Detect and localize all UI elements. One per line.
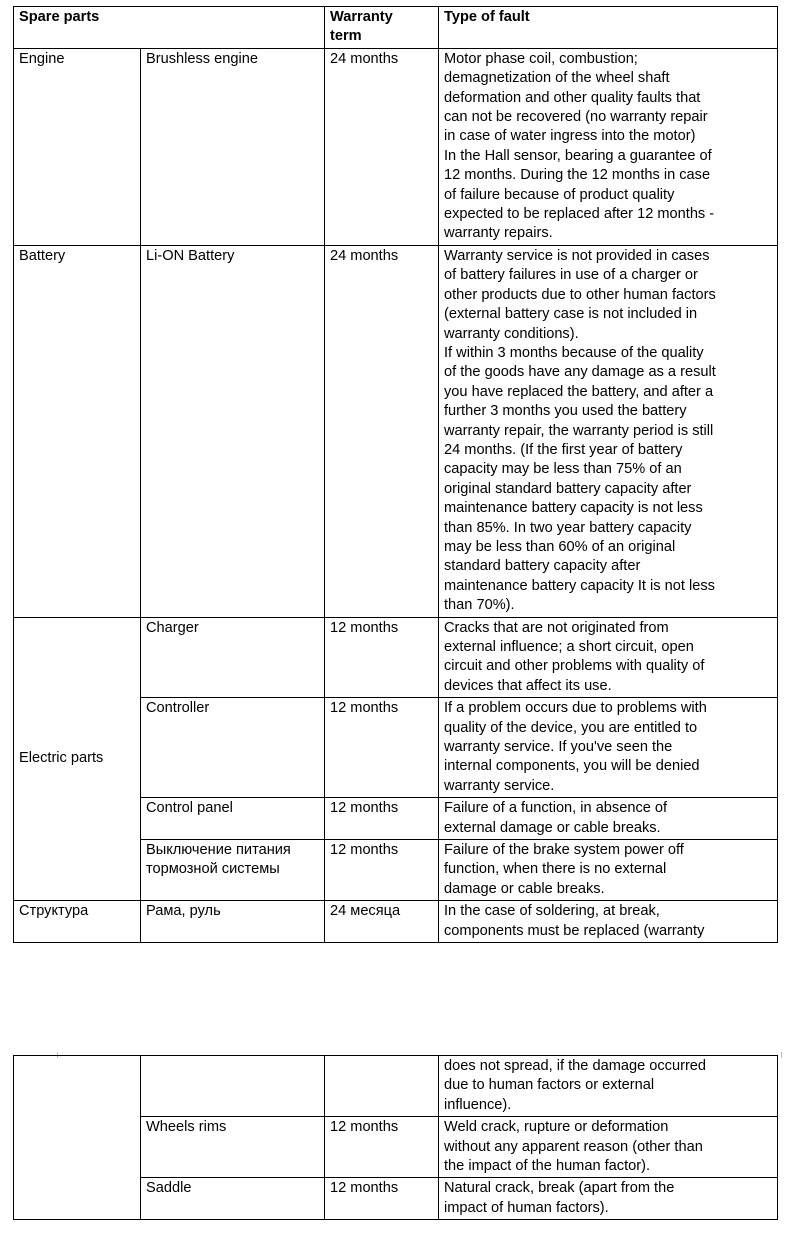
part-cell [141,840,325,901]
fault-line: (external battery case is not included in [444,306,698,323]
fault-line: If a problem occurs due to problems with [444,700,707,717]
category-cell-electric-parts: Electric parts [14,617,141,901]
fault-line: demagnetization of the wheel shaft [444,70,670,87]
fault-line: influence). [444,1096,512,1113]
table-row-structure [14,901,778,943]
fault-line: Cracks that are not originated from [444,619,669,636]
part-cell: Wheels rims [141,1117,325,1178]
header-spare-parts: Spare parts [14,7,325,49]
fault-line: original standard battery capacity after [444,480,692,497]
table-row-engine [14,48,778,245]
fault-line: circuit and other problems with quality of [444,658,705,675]
fault-line: 12 months. During the 12 months in case [444,167,711,184]
term-cell: 12 months [325,698,439,798]
term-cell: 12 months [325,1117,439,1178]
fault-line: capacity may be less than 75% of an [444,461,682,478]
fault-line: in case of water ingress into the motor) [444,128,696,145]
term-cell: 12 months [325,1178,439,1220]
term-cell [325,1056,439,1117]
fault-line: Motor phase coil, combustion; [444,50,638,67]
fault-line: Natural crack, break (apart from the [444,1180,675,1197]
fault-line: further 3 months you used the battery [444,403,687,420]
header-warranty-line2: term [330,28,362,45]
fault-line: warranty service. If you've seen the [444,739,673,756]
fault-line: quality of the device, you are entitled to [444,719,698,736]
fault-line: of battery failures in use of a charger or [444,267,698,284]
fault-line: maintenance battery capacity It is not less [444,577,715,594]
fault-cell [439,840,778,901]
part-cell: Brushless engine [141,48,325,245]
fault-line: standard battery capacity after [444,558,641,575]
fault-line: warranty conditions). [444,325,579,342]
fault-cell [439,798,778,840]
part-cell: Li-ON Battery [141,245,325,617]
fault-cell [439,1117,778,1178]
part-line: Выключение питания [146,842,291,859]
fault-line: you have replaced the battery, and after a [444,383,714,400]
category-cell [14,1056,141,1220]
fault-cell [439,698,778,798]
table-row-charger [14,617,778,698]
fault-line: Failure of the brake system power off [444,842,684,859]
category-cell: Структура [14,901,141,943]
fault-line: expected to be replaced after 12 months - [444,206,715,223]
fault-line: function, when there is no external [444,861,667,878]
fault-line: other products due to other human factors [444,286,716,303]
fault-line: In the case of soldering, at break, [444,903,660,920]
part-cell: Control panel [141,798,325,840]
fault-line: can not be recovered (no warranty repair [444,109,708,126]
term-cell: 24 months [325,245,439,617]
part-line: тормозной системы [146,861,280,878]
fault-line: external damage or cable breaks. [444,819,661,836]
fault-line: maintenance battery capacity is not less [444,500,703,517]
part-cell: Рама, руль [141,901,325,943]
fault-line: In the Hall sensor, bearing a guarantee of [444,147,712,164]
fault-cell [439,1056,778,1117]
term-cell: 24 months [325,48,439,245]
part-cell: Charger [141,617,325,698]
fault-line: does not spread, if the damage occurred [444,1058,707,1074]
warranty-table [13,6,778,943]
fault-line: Warranty service is not provided in cases [444,247,710,264]
fault-line: than 85%. In two year battery capacity [444,519,692,536]
part-cell: Controller [141,698,325,798]
fault-line: warranty repair, the warranty period is still [444,422,714,439]
fault-line: of the goods have any damage as a result [444,364,716,381]
fault-cell [439,48,778,245]
fault-cell [439,617,778,698]
term-cell: 12 months [325,798,439,840]
warranty-table-continued [13,1055,778,1220]
fault-line: internal components, you will be denied [444,758,700,775]
fault-line: 24 months. (If the first year of battery [444,441,683,458]
fault-line: If within 3 months because of the quality [444,344,704,361]
header-type-of-fault: Type of fault [439,7,778,49]
fault-line: without any apparent reason (other than [444,1138,703,1155]
fault-cell [439,1178,778,1220]
part-cell: Saddle [141,1178,325,1220]
fault-line: than 70%). [444,597,515,614]
table-row-battery [14,245,778,617]
fault-line: of failure because of product quality [444,186,675,203]
fault-line: warranty repairs. [444,225,553,242]
category-cell: Battery [14,245,141,617]
fault-line: warranty service. [444,777,555,794]
fault-cell [439,901,778,943]
fault-cell [439,245,778,617]
fault-line: due to human factors or external [444,1077,655,1094]
header-warranty-line1: Warranty [330,9,393,25]
fault-line: Weld crack, rupture or deformation [444,1119,669,1136]
fault-line: impact of human factors). [444,1199,609,1216]
fault-line: damage or cable breaks. [444,880,605,897]
page-break-mark [781,1052,782,1058]
fault-line: deformation and other quality faults that [444,89,701,106]
header-row [14,7,778,49]
fault-line: the impact of the human factor). [444,1158,651,1175]
part-cell [141,1056,325,1117]
header-warranty-term [325,7,439,49]
category-cell: Engine [14,48,141,245]
fault-line: Failure of a function, in absence of [444,800,668,817]
fault-line: may be less than 60% of an original [444,538,676,555]
fault-line: external influence; a short circuit, open [444,639,694,655]
fault-line: components must be replaced (warranty [444,922,705,939]
table-row-structure-continued [14,1056,778,1117]
term-cell: 12 months [325,840,439,901]
term-cell: 24 месяца [325,901,439,943]
term-cell: 12 months [325,617,439,698]
fault-line: devices that affect its use. [444,677,612,694]
